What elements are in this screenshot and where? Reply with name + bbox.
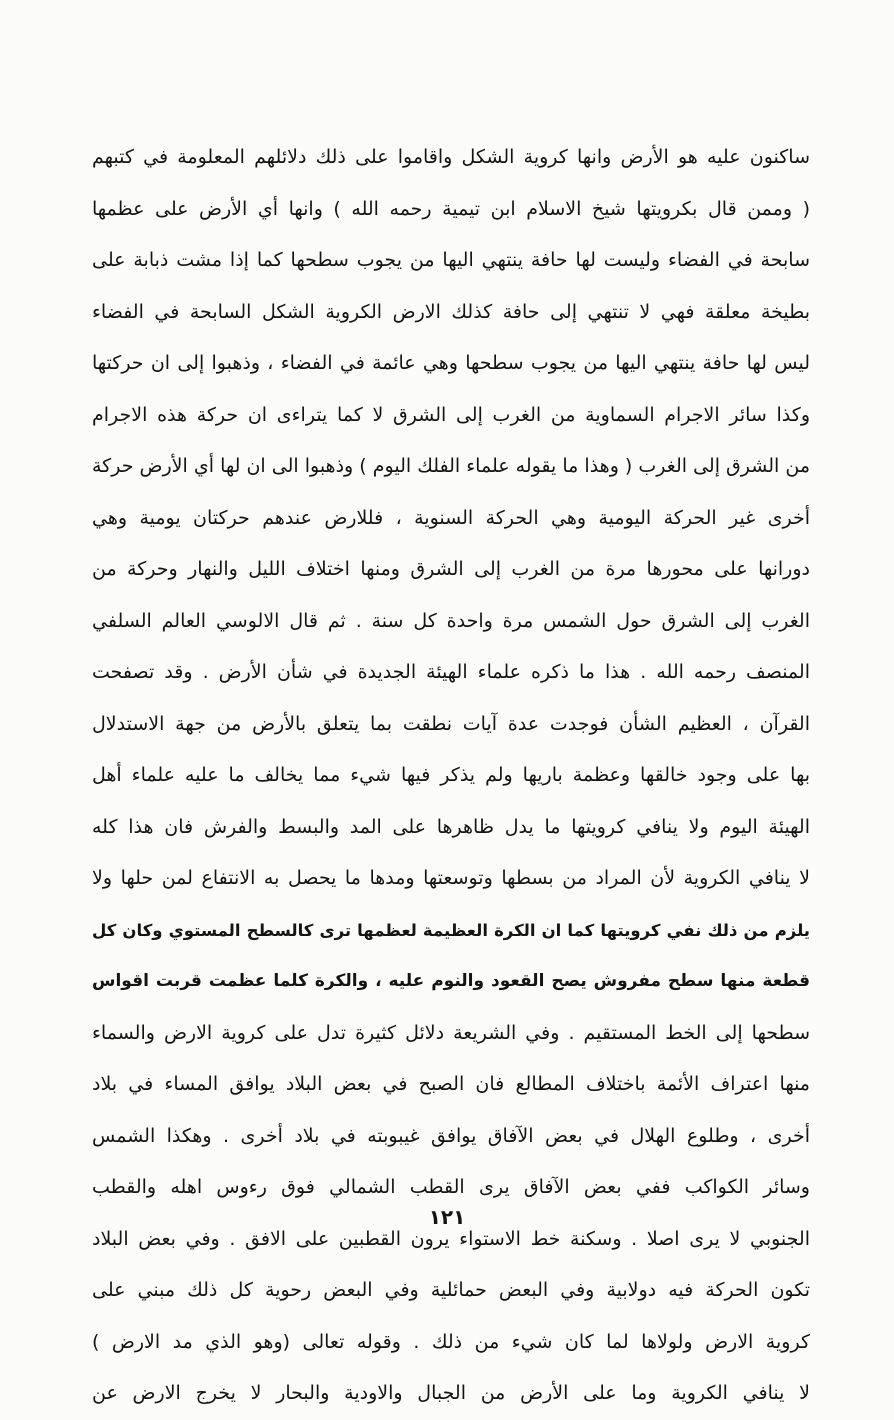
text-line-20: أخرى ، وطلوع الهلال في بعض الآفاق يوافق غيبوبته في بلاد أخرى . وهكذا الشمس (92, 1124, 810, 1147)
text-line-18: سطحها إلى الخط المستقيم . وفي الشريعة دلائل كثيرة تدل على كروية الارض والسماء (92, 1021, 810, 1044)
text-line-19: منها اعتراف الأئمة باختلاف المطالع فان الصبح في بعض البلاد يوافق المساء في بلاد (92, 1073, 810, 1095)
text-line-23: تكون الحركة فيه دولابية وفي البعض حمائلية وفي البعض رحوية كل ذلك مبني على (92, 1279, 810, 1301)
text-line-15: لا ينافي الكروية لأن المراد من بسطها وتوسعتها ومدها ما يحصل به الانتفاع لمن حلها ولا (92, 867, 810, 889)
page-number: ١٢١ (428, 1205, 466, 1229)
text-line-24: كروية الارض ولولاها لما كان شيء من ذلك . وقوله تعالى (وهو الذي مد الارض ) (92, 1330, 810, 1353)
text-line-6: وكذا سائر الاجرام السماوية من الغرب إلى الشرق لا كما يتراءى ان حركة هذه الاجرام (92, 403, 810, 426)
text-line-22: الجنوبي لا يرى اصلا . وسكنة خط الاستواء يرون القطبين على الافق . وفي بعض البلاد (92, 1227, 810, 1250)
text-line-13: بها على وجود خالقها وعظمة باريها ولم يذكر فيها شيء مما يخالف ما عليه علماء أهل (92, 764, 810, 786)
text-line-10: الغرب إلى الشرق حول الشمس مرة واحدة كل سنة . ثم قال الالوسي العالم السلفي (92, 609, 810, 632)
text-line-12: القرآن ، العظيم الشأن فوجدت عدة آيات نطقت بما يتعلق بالأرض من جهة الاستدلال (92, 712, 810, 735)
text-line-5: ليس لها حافة ينتهي اليها من يجوب سطحها وهي عائمة في الفضاء ، وذهبوا إلى ان حركتها (92, 352, 810, 374)
text-line-8: أخرى غير الحركة اليومية وهي الحركة السنوية ، فللارض عندهم حركتان يومية وهي (92, 506, 810, 529)
text-line-14: الهيئة اليوم ولا ينافي كرويتها ما يدل ظاهرها على المد والبسط والفرش فان هذا كله (92, 815, 810, 838)
text-line-25: لا ينافي الكروية وما على الأرض من الجبال والاودية والبحار لا يخرج الارض عن (92, 1382, 810, 1404)
text-line-1: ساكنون عليه هو الأرض وانها كروية الشكل واقاموا على ذلك دلائلهم المعلومة في كتبهم (92, 146, 810, 168)
text-line-9: دورانها على محورها مرة من الغرب إلى الشرق ومنها اختلاف الليل والنهار وحركة من (92, 558, 810, 580)
text-line-17: قطعة منها سطح مفروش يصح القعود والنوم عليه ، والكرة كلما عظمت قربت اقواس (92, 971, 810, 991)
text-line-16: يلزم من ذلك نفي كرويتها كما ان الكرة العظيمة لعظمها ترى كالسطح المستوي وكان كل (92, 920, 810, 940)
text-line-21: وسائر الكواكب ففي بعض الآفاق يرى القطب الشمالي فوق رءوس اهله والقطب (92, 1176, 810, 1198)
text-line-4: بطيخة معلقة فهي لا تنتهي إلى حافة كذلك الارض الكروية الشكل السابحة في الفضاء (92, 300, 810, 323)
text-line-11: المنصف رحمه الله . هذا ما ذكره علماء الهيئة الجديدة في شأن الأرض . وقد تصفحت (92, 661, 810, 683)
text-line-2: ( وممن قال بكرويتها شيخ الاسلام ابن تيمية رحمه الله ) وانها أي الأرض على عظمها (92, 197, 810, 220)
text-line-3: سابحة في الفضاء وليست لها حافة ينتهي اليها من يجوب سطحها كما إذا مشت ذبابة على (92, 249, 810, 271)
text-line-7: من الشرق إلى الغرب ( وهذا ما يقوله علماء الفلك اليوم ) وذهبوا الى ان لها أي الأرض حركة (92, 455, 810, 477)
